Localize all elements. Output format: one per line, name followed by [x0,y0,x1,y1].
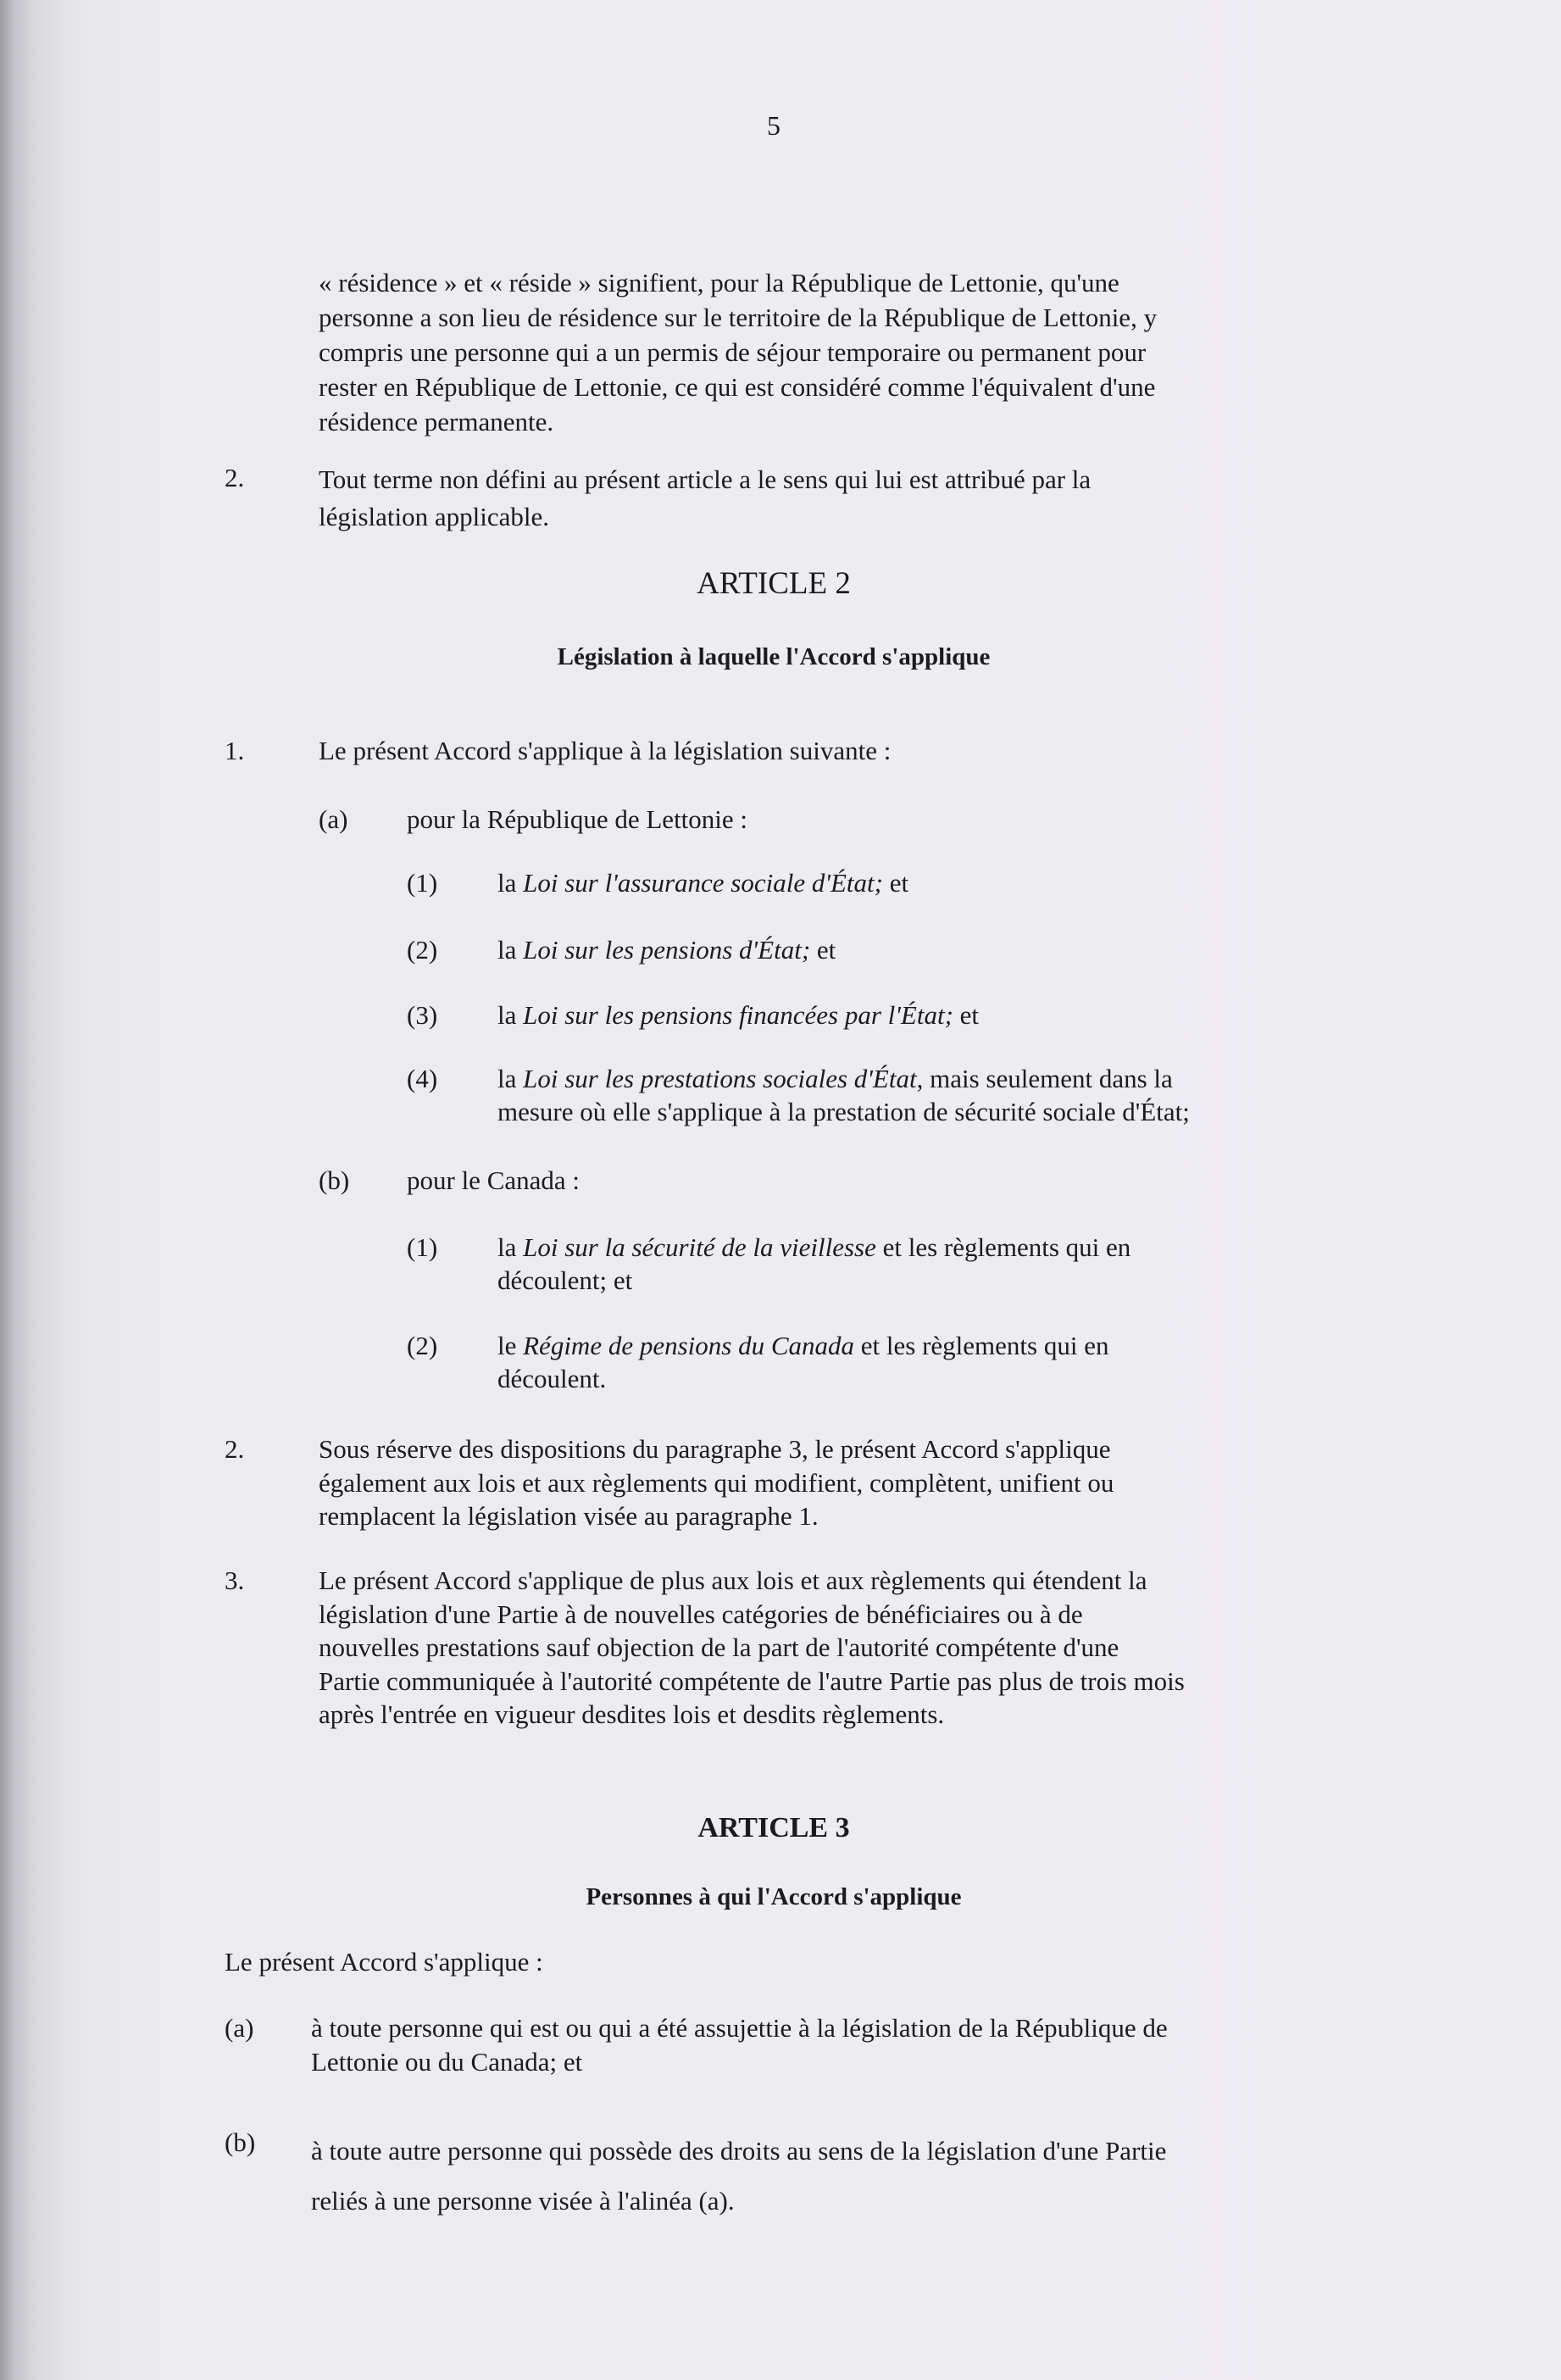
subparagraph-text [311,2126,1166,2226]
subparagraph-label: (b) [225,2127,256,2157]
paragraph-line: également aux lois et aux règlements qui modifient, complètent, unifient ou [319,1467,1114,1498]
definition-line: personne a son lieu de résidence sur le territoire de la République de Lettonie, y [319,303,1158,332]
subparagraph-label: (a) [225,2013,254,2043]
clause-text [497,1231,1130,1297]
paragraph-line: reliés à une personne visée à l'alinéa (a). [311,2186,735,2216]
clause-label: (2) [407,1331,438,1360]
paragraph-number: 3. [225,1565,245,1595]
clause-suffix: , mais seulement dans la [916,1064,1173,1093]
clause-line [497,1231,1130,1264]
paragraph-line: Partie communiquée à l'autorité compétente de l'autre Partie pas plus de trois mois [319,1665,1185,1696]
clause-text [497,933,836,967]
clause-label: (2) [407,935,438,965]
paragraph-line: à toute personne qui est ou qui a été assujettie à la législation de la République de [311,2013,1168,2043]
paragraph-line: à toute autre personne qui possède des droits au sens de la législation d'une Partie [311,2136,1167,2166]
paragraph-text: Le présent Accord s'applique à la législation suivante : [319,736,892,765]
definition-paragraph [319,265,1157,439]
subparagraph-text: pour le Canada : [407,1165,581,1195]
definition-line: résidence permanente. [319,407,554,437]
clause-label: (3) [407,1000,438,1030]
clause-text [497,866,908,900]
article-intro: Le présent Accord s'applique : [225,1947,543,1977]
clause-suffix: et [810,935,836,965]
clause-text [497,998,979,1032]
clause-text [497,1329,1108,1395]
clause-prefix: le [497,1331,524,1360]
law-title: Loi sur les prestations sociales d'État [523,1064,917,1093]
clause-prefix: la [497,935,524,965]
clause-suffix: et les règlements qui en [875,1232,1131,1262]
subparagraph-label: (a) [319,804,348,834]
paragraph-line: remplacent la législation visée au paragraphe 1. [319,1501,819,1531]
paragraph-line: Le présent Accord s'applique de plus aux lois et aux règlements qui étendent la [319,1565,1147,1595]
law-title: Loi sur la sécurité de la vieillesse [523,1232,876,1262]
paragraph-line: Tout terme non défini au présent article a le sens qui lui est attribué par la [319,464,1092,494]
definition-line: compris une personne qui a un permis de séjour temporaire ou permanent pour [319,337,1147,367]
law-title: Loi sur les pensions d'État; [523,935,811,965]
definition-line: rester en République de Lettonie, ce qui est considéré comme l'équivalent d'une [319,372,1156,402]
clause-label: (1) [407,1232,438,1262]
clause-label: (4) [407,1064,438,1093]
clause-text [497,1062,1190,1128]
law-title: Loi sur l'assurance sociale d'État; [523,868,883,898]
article-2-paragraph-2 [319,1432,1114,1533]
paragraph-line: législation d'une Partie à de nouvelles catégories de bénéficiaires ou à de [319,1599,1083,1629]
page-number: 5 [767,110,780,141]
law-title: Régime de pensions du Canada [523,1331,855,1360]
clause-label: (1) [407,868,438,898]
article-heading: ARTICLE 2 [697,566,851,601]
clause-prefix: la [497,1064,524,1093]
paragraph-line: Sous réserve des dispositions du paragraphe 3, le présent Accord s'applique [319,1434,1111,1464]
paragraph-number: 2. [225,463,245,492]
clause-line [497,1062,1190,1095]
article-title: Législation à laquelle l'Accord s'applique [557,643,991,670]
clause-suffix: et les règlements qui en [854,1331,1109,1360]
article-heading: ARTICLE 3 [697,1812,850,1843]
clause-prefix: la [497,1232,524,1262]
paragraph-number: 1. [225,736,245,765]
subparagraph-text [311,2011,1168,2079]
article-2-paragraph-3 [319,1564,1185,1732]
clause-line: découlent; et [497,1265,633,1295]
paragraph-number: 2. [225,1434,245,1464]
paragraph-line: nouvelles prestations sauf objection de la part de l'autorité compétente d'une [319,1632,1119,1662]
article-1-paragraph-2 [319,461,1091,536]
paragraph-line: législation applicable. [319,502,550,531]
article-title: Personnes à qui l'Accord s'applique [586,1883,962,1910]
clause-line: découlent. [497,1364,607,1393]
paragraph-line: Lettonie ou du Canada; et [311,2047,583,2077]
clause-line [497,1329,1108,1362]
clause-suffix: et [953,1000,980,1030]
law-title: Loi sur les pensions financées par l'État; [523,1000,953,1030]
subparagraph-label: (b) [319,1165,350,1195]
clause-suffix: et [882,868,909,898]
clause-prefix: la [497,868,524,898]
definition-line: « résidence » et « réside » signifient, pour la République de Lettonie, qu'une [319,268,1119,298]
clause-prefix: la [497,1000,524,1030]
clause-line: mesure où elle s'applique à la prestation de sécurité sociale d'État; [497,1097,1190,1126]
paragraph-line: après l'entrée en vigueur desdites lois et desdits règlements. [319,1699,945,1729]
subparagraph-text: pour la République de Lettonie : [407,804,748,834]
